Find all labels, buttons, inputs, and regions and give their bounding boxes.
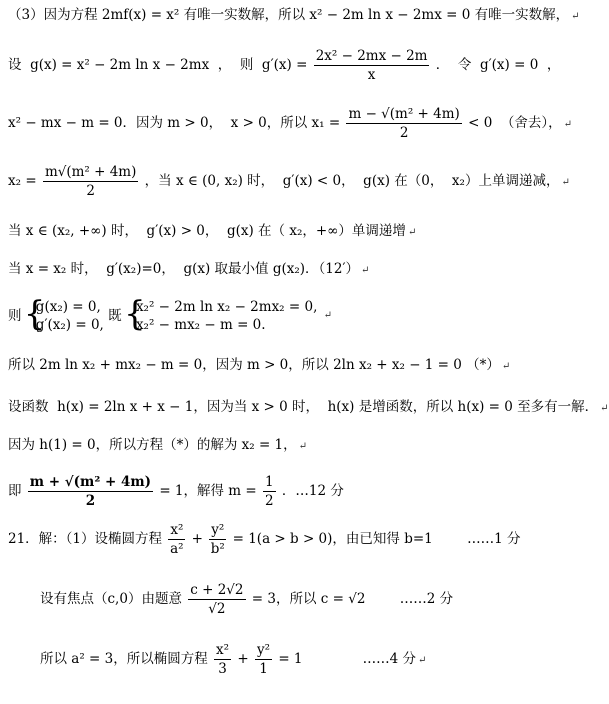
text-segment: +	[191, 531, 203, 547]
equation-row: { g(x₂) = 0,	[35, 299, 101, 315]
solve-m-line	[8, 474, 555, 509]
equation-row: g′(x₂) = 0,	[35, 317, 104, 333]
ellipse-equation-line	[40, 642, 555, 677]
text-segment: ．…12 分	[281, 483, 344, 499]
text-segment: 既	[108, 308, 122, 324]
text-segment: = 3，所以 c = √2 ……2 分	[251, 591, 454, 607]
quadratic-root-x1-line	[8, 106, 573, 141]
problem-3-statement	[8, 6, 580, 26]
increasing-interval-line	[8, 222, 555, 242]
fraction-x2-over-3	[214, 642, 231, 677]
text-segment: = 1，解得 m =	[159, 483, 257, 499]
text-segment: 设有焦点（c,0）由题意	[40, 591, 182, 607]
fraction-x2-over-a2	[168, 522, 185, 557]
text-segment: 即	[8, 483, 22, 499]
fraction-numerator: c + 2√2	[190, 582, 244, 598]
system-of-equations-line	[8, 298, 555, 338]
equation-system-left	[26, 298, 104, 334]
text-line: （3）因为方程 2mf(x) = x² 有唯一实数解，所以 x² − 2m ln x − 2mx = 0 有唯一实数解，	[8, 7, 570, 23]
text-segment: x² − mx − m = 0．因为 m > 0， x > 0，所以 x₁ =	[8, 115, 341, 131]
fraction-y2-over-b2	[209, 522, 226, 557]
equation-row: { x₂² − 2m ln x₂ − 2mx₂ = 0,	[135, 299, 318, 315]
text-segment: 21．解：（1）设椭圆方程	[8, 531, 163, 547]
solution-x2-line	[8, 436, 555, 456]
fraction-x2	[43, 164, 138, 199]
text-line: 设函数 h(x) = 2ln x + x − 1，因为当 x > 0 时， h(x) 是增函数，所以 h(x) = 0 至多有一解．	[8, 399, 599, 415]
fraction-m	[28, 474, 153, 509]
fraction-half	[263, 474, 276, 509]
paragraph-mark: ↵	[298, 441, 308, 452]
text-segment: +	[237, 651, 249, 667]
fraction-numerator: y²	[211, 522, 225, 538]
text-segment: 所以 a² = 3，所以椭圆方程	[40, 651, 208, 667]
text-line: 所以 2m ln x₂ + mx₂ − m = 0，因为 m > 0，所以 2ln x₂ + x₂ − 1 = 0 （*）	[8, 357, 500, 373]
fraction-denominator: 2	[399, 125, 409, 141]
fraction-focus	[188, 582, 245, 617]
fraction-numerator: 2x² − 2mx − 2m	[315, 48, 428, 64]
paragraph-mark: ↵	[417, 655, 427, 666]
text-segment: 则	[8, 308, 22, 324]
text-segment: 设 g(x) = x² − 2m ln x − 2mx ， 则 g′(x) =	[8, 57, 308, 73]
text-line: 因为 h(1) = 0，所以方程（*）的解为 x₂ = 1，	[8, 437, 297, 453]
text-line: 当 x ∈ (x₂, +∞) 时， g′(x) > 0， g(x) 在（ x₂，+∞）单调递增	[8, 223, 406, 239]
text-segment: ，当 x ∈ (0, x₂) 时， g′(x) < 0， g(x) 在（0， x₂）上单调递减，	[144, 173, 560, 189]
fraction-numerator: m + √(m² + 4m)	[29, 474, 152, 490]
text-segment: = 1 ……4 分	[278, 651, 416, 667]
fraction-numerator: m − √(m² + 4m)	[348, 106, 460, 122]
focus-line	[40, 582, 555, 617]
fraction-denominator: √2	[208, 601, 226, 617]
fraction-numerator: 1	[265, 474, 274, 490]
fraction-numerator: x²	[216, 642, 230, 658]
fraction-numerator: x²	[170, 522, 184, 538]
define-g-line	[8, 48, 561, 83]
minimum-value-line	[8, 260, 555, 280]
fraction-denominator: x	[367, 67, 376, 83]
fraction-x1	[346, 106, 461, 141]
text-segment: = 1(a > b > 0)，由已知得 b=1 ……1 分	[232, 531, 521, 547]
fraction-denominator: a²	[170, 541, 184, 557]
paragraph-mark: ↵	[407, 227, 417, 238]
fraction-denominator: b²	[210, 541, 225, 557]
fraction-numerator: y²	[256, 642, 271, 658]
define-h-line	[8, 398, 609, 418]
equation-system-right	[126, 298, 317, 334]
fraction-numerator: m√(m² + 4m)	[44, 164, 137, 180]
paragraph-mark: ↵	[361, 265, 370, 276]
equation-row: x₂² − mx₂ − m = 0.	[135, 317, 266, 333]
paragraph-mark: ↵	[323, 310, 333, 321]
paragraph-mark: ↵	[600, 403, 609, 414]
paragraph-mark: ↵	[561, 177, 570, 188]
simplified-equation-line	[8, 356, 555, 376]
problem-21-ellipse-line	[8, 522, 555, 557]
text-segment: < 0 （舍去），	[468, 115, 562, 131]
paragraph-mark: ↵	[571, 11, 580, 22]
fraction-gprime	[314, 48, 430, 83]
fraction-denominator: 2	[86, 183, 95, 199]
text-segment: ． 令 g′(x) = 0 ，	[435, 57, 561, 73]
root-x2-line	[8, 164, 570, 199]
fraction-y2-over-1	[255, 642, 272, 677]
fraction-denominator: 2	[85, 493, 96, 509]
fraction-denominator: 1	[259, 661, 268, 677]
paragraph-mark: ↵	[563, 119, 573, 130]
paragraph-mark: ↵	[501, 361, 511, 372]
text-line: 当 x = x₂ 时， g′(x₂)=0， g(x) 取最小值 g(x₂)．（12′）	[8, 261, 360, 277]
fraction-denominator: 2	[265, 493, 274, 509]
text-segment: x₂ =	[8, 173, 37, 189]
fraction-denominator: 3	[218, 661, 227, 677]
